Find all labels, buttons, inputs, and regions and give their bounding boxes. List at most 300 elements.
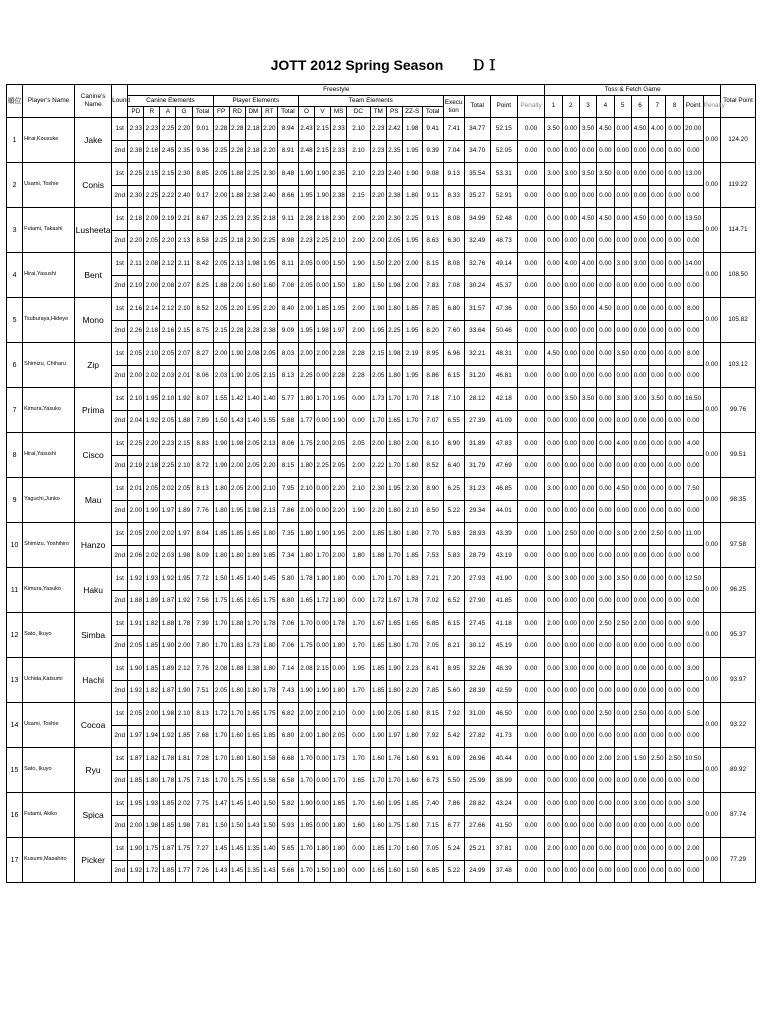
freestyle-score-cell: 1.70 — [347, 680, 371, 703]
freestyle-score-cell: 2.00 — [347, 320, 371, 343]
freestyle-score-cell: 1.78 — [176, 613, 192, 636]
freestyle-score-cell: 1.90 — [176, 680, 192, 703]
toss-score-cell: 0.00 — [545, 590, 562, 613]
canine-name-cell: Conis — [75, 163, 112, 208]
total-point-cell: 89.92 — [721, 748, 756, 793]
freestyle-score-cell: 1.75 — [213, 590, 229, 613]
toss-score-cell: 4.50 — [579, 208, 596, 231]
table-row — [7, 703, 756, 726]
freestyle-score-cell: 2.11 — [128, 253, 144, 276]
freestyle-score-cell: 1.78 — [261, 613, 277, 636]
freestyle-score-cell: 1.80 — [213, 500, 229, 523]
toss-score-cell: 3.50 — [579, 163, 596, 186]
toss-score-cell: 0.00 — [579, 185, 596, 208]
freestyle-score-cell: 0.00 — [347, 388, 371, 411]
freestyle-score-cell: 2.00 — [402, 275, 422, 298]
table-row — [7, 365, 756, 388]
round-cell: 2nd — [112, 275, 128, 298]
freestyle-score-cell: 6.73 — [422, 770, 443, 793]
toss-score-cell: 3.00 — [545, 568, 562, 591]
round-cell: 2nd — [112, 680, 128, 703]
toss-score-cell: 3.50 — [562, 388, 579, 411]
toss-score-cell: 0.00 — [545, 140, 562, 163]
freestyle-score-cell: 1.85 — [402, 298, 422, 321]
freestyle-score-cell: 1.72 — [370, 590, 386, 613]
total-point-cell: 87.74 — [721, 793, 756, 838]
freestyle-score-cell: 1.75 — [229, 770, 245, 793]
toss-score-cell: 0.00 — [649, 613, 666, 636]
freestyle-score-cell: 2.28 — [347, 343, 371, 366]
toss-score-cell: 0.00 — [579, 680, 596, 703]
freestyle-score-cell: 43.24 — [490, 793, 517, 816]
freestyle-score-cell: 2.20 — [370, 208, 386, 231]
toss-score-cell: 0.00 — [683, 455, 703, 478]
round-cell: 2nd — [112, 410, 128, 433]
freestyle-score-cell: 32.49 — [464, 230, 490, 253]
freestyle-score-cell: 1.65 — [245, 523, 261, 546]
freestyle-score-cell: 1.70 — [386, 455, 402, 478]
toss-score-cell: 0.00 — [649, 163, 666, 186]
freestyle-score-cell: 2.10 — [176, 703, 192, 726]
toss-score-cell: 2.50 — [666, 748, 683, 771]
toss-penalty-header: Penalty — [703, 96, 720, 118]
freestyle-score-cell: 2.30 — [386, 208, 402, 231]
freestyle-score-cell: 43.19 — [490, 545, 517, 568]
toss-score-cell: 2.00 — [683, 838, 703, 861]
freestyle-score-cell: 2.20 — [331, 500, 347, 523]
toss-score-cell: 0.00 — [666, 635, 683, 658]
freestyle-score-cell: 1.80 — [298, 388, 314, 411]
freestyle-score-cell: 8.75 — [192, 320, 213, 343]
total-point-cell: 103.12 — [721, 343, 756, 388]
freestyle-score-cell: 2.00 — [229, 455, 245, 478]
freestyle-score-cell: 8.95 — [443, 658, 464, 681]
toss-score-cell: 3.00 — [683, 793, 703, 816]
toss-score-cell: 0.00 — [597, 680, 614, 703]
toss-score-cell: 0.00 — [614, 163, 631, 186]
toss-score-cell: 0.00 — [631, 455, 648, 478]
toss-score-cell: 0.00 — [562, 770, 579, 793]
freestyle-score-cell: 1.75 — [176, 770, 192, 793]
freestyle-score-cell: 7.85 — [422, 298, 443, 321]
player-header: Player's Name — [23, 85, 75, 118]
freestyle-score-cell: 7.56 — [192, 590, 213, 613]
freestyle-score-cell: 1.70 — [347, 613, 371, 636]
toss-score-cell: 0.00 — [666, 658, 683, 681]
freestyle-score-cell: 1.92 — [128, 680, 144, 703]
freestyle-score-cell: 0.00 — [315, 613, 331, 636]
toss-score-cell: 0.00 — [545, 635, 562, 658]
toss-score-cell: 3.00 — [562, 568, 579, 591]
freestyle-score-cell: 2.02 — [144, 365, 160, 388]
freestyle-score-cell: 1.65 — [386, 410, 402, 433]
toss-score-cell: 0.00 — [562, 343, 579, 366]
freestyle-score-cell: 1.85 — [261, 725, 277, 748]
toss-score-cell: 4.00 — [562, 253, 579, 276]
freestyle-score-cell: 1.78 — [160, 748, 176, 771]
toss-score-cell: 0.00 — [614, 208, 631, 231]
toss-score-cell: 0.00 — [631, 815, 648, 838]
freestyle-score-cell: 2.33 — [331, 140, 347, 163]
freestyle-score-cell: 1.65 — [331, 793, 347, 816]
freestyle-score-cell: 8.13 — [192, 703, 213, 726]
toss-score-cell: 0.00 — [614, 455, 631, 478]
freestyle-score-cell: 2.28 — [213, 118, 229, 141]
player-name-cell: Futami, Takashi — [23, 208, 75, 253]
freestyle-score-cell: 0.00 — [347, 838, 371, 861]
freestyle-score-cell: 2.00 — [298, 500, 314, 523]
freestyle-score-cell: 1.70 — [347, 635, 371, 658]
freestyle-score-cell: 2.05 — [128, 343, 144, 366]
freestyle-score-cell: 5.24 — [443, 838, 464, 861]
rank-cell: 5 — [7, 298, 23, 343]
toss-score-cell: 4.50 — [597, 298, 614, 321]
freestyle-score-cell: 2.28 — [229, 118, 245, 141]
toss-score-cell: 0.00 — [666, 703, 683, 726]
toss-score-cell: 2.50 — [614, 613, 631, 636]
freestyle-score-cell: 1.97 — [160, 500, 176, 523]
freestyle-score-cell: 2.02 — [144, 545, 160, 568]
freestyle-score-cell: 6.85 — [422, 860, 443, 883]
freestyle-score-cell: 6.52 — [443, 590, 464, 613]
toss-score-cell: 0.00 — [562, 320, 579, 343]
toss-score-cell: 0.00 — [562, 815, 579, 838]
freestyle-score-cell: 1.67 — [386, 590, 402, 613]
freestyle-score-cell: 1.90 — [347, 500, 371, 523]
freestyle-score-cell: 1.58 — [261, 748, 277, 771]
freestyle-score-cell: 1.70 — [402, 388, 422, 411]
rank-cell: 13 — [7, 658, 23, 703]
freestyle-score-cell: 1.95 — [298, 185, 314, 208]
freestyle-score-cell: 2.05 — [386, 230, 402, 253]
freestyle-score-cell: 6.80 — [277, 725, 298, 748]
freestyle-score-cell: 1.70 — [298, 860, 314, 883]
score-table — [6, 84, 756, 883]
toss-score-cell: 0.00 — [614, 658, 631, 681]
freestyle-score-cell: 2.15 — [176, 433, 192, 456]
toss-score-cell: 0.00 — [649, 298, 666, 321]
freestyle-score-cell: 1.85 — [402, 793, 422, 816]
rank-cell: 12 — [7, 613, 23, 658]
toss-score-cell: 0.00 — [631, 658, 648, 681]
toss-score-cell: 0.00 — [545, 545, 562, 568]
freestyle-score-cell: 1.90 — [402, 163, 422, 186]
freestyle-score-cell: 2.00 — [347, 455, 371, 478]
toss-score-cell: 0.00 — [562, 680, 579, 703]
toss-score-cell: 0.00 — [579, 365, 596, 388]
freestyle-score-cell: 2.15 — [160, 163, 176, 186]
freestyle-score-cell: 1.65 — [245, 590, 261, 613]
freestyle-score-cell: 6.77 — [443, 815, 464, 838]
table-row — [7, 140, 756, 163]
freestyle-score-cell: 31.57 — [464, 298, 490, 321]
freestyle-score-cell: 8.33 — [443, 185, 464, 208]
toss-penalty-cell: 0.00 — [703, 118, 720, 163]
toss-score-cell: 0.00 — [631, 770, 648, 793]
rank-cell: 1 — [7, 118, 23, 163]
toss-col-header: 7 — [649, 96, 666, 118]
freestyle-score-cell: 0.00 — [517, 118, 544, 141]
freestyle-score-cell: 2.20 — [370, 185, 386, 208]
toss-score-cell: 0.00 — [683, 230, 703, 253]
freestyle-score-cell: 1.70 — [370, 410, 386, 433]
round-cell: 1st — [112, 163, 128, 186]
toss-score-cell: 3.00 — [614, 253, 631, 276]
toss-score-cell: 0.00 — [545, 185, 562, 208]
toss-score-cell: 0.00 — [683, 500, 703, 523]
toss-score-cell: 0.00 — [597, 388, 614, 411]
freestyle-score-cell: 2.02 — [176, 793, 192, 816]
freestyle-score-cell: 0.00 — [517, 860, 544, 883]
freestyle-score-cell: 2.35 — [213, 208, 229, 231]
freestyle-score-cell: 2.18 — [128, 208, 144, 231]
toss-score-cell: 0.00 — [666, 793, 683, 816]
freestyle-score-cell: 9.01 — [192, 118, 213, 141]
freestyle-score-cell: 2.05 — [331, 455, 347, 478]
canine-name-cell: Hanzo — [75, 523, 112, 568]
canine-name-cell: Spica — [75, 793, 112, 838]
freestyle-score-cell: 5.83 — [443, 523, 464, 546]
freestyle-score-cell: 37.81 — [490, 838, 517, 861]
toss-score-cell: 0.00 — [597, 455, 614, 478]
freestyle-score-cell: 1.70 — [347, 748, 371, 771]
freestyle-score-cell: 2.10 — [347, 163, 371, 186]
freestyle-score-cell: 1.80 — [298, 455, 314, 478]
total-point-cell: 124.20 — [721, 118, 756, 163]
freestyle-score-cell: 8.98 — [277, 230, 298, 253]
freestyle-score-cell: 2.05 — [245, 365, 261, 388]
toss-score-cell: 8.00 — [683, 298, 703, 321]
freestyle-score-cell: 2.35 — [331, 163, 347, 186]
freestyle-score-cell: 2.23 — [370, 140, 386, 163]
toss-score-cell: 0.00 — [683, 680, 703, 703]
freestyle-score-cell: 2.00 — [402, 253, 422, 276]
freestyle-score-cell: 28.93 — [464, 523, 490, 546]
toss-score-cell: 0.00 — [579, 410, 596, 433]
toss-score-cell: 0.00 — [579, 568, 596, 591]
freestyle-score-cell: 1.70 — [370, 770, 386, 793]
freestyle-score-cell: 28.12 — [464, 388, 490, 411]
table-row — [7, 635, 756, 658]
toss-score-cell: 4.00 — [649, 118, 666, 141]
toss-score-cell: 3.00 — [683, 658, 703, 681]
toss-score-cell: 3.00 — [631, 793, 648, 816]
freestyle-score-cell: 1.90 — [315, 163, 331, 186]
freestyle-score-cell: 0.00 — [517, 253, 544, 276]
freestyle-score-cell: 6.80 — [277, 590, 298, 613]
toss-score-cell: 0.00 — [683, 320, 703, 343]
freestyle-score-cell: 1.78 — [261, 680, 277, 703]
table-row — [7, 680, 756, 703]
canine-element-col-header: PD — [128, 107, 144, 118]
toss-score-cell: 0.00 — [666, 478, 683, 501]
freestyle-score-cell: 2.00 — [347, 208, 371, 231]
freestyle-score-cell: 7.15 — [422, 815, 443, 838]
freestyle-score-cell: 2.43 — [298, 118, 314, 141]
freestyle-score-cell: 2.38 — [245, 185, 261, 208]
canine-name-cell: Cisco — [75, 433, 112, 478]
toss-score-cell: 0.00 — [597, 635, 614, 658]
freestyle-score-cell: 5.22 — [443, 500, 464, 523]
freestyle-score-cell: 6.15 — [443, 613, 464, 636]
freestyle-score-cell: 6.82 — [277, 703, 298, 726]
freestyle-score-cell: 2.22 — [370, 455, 386, 478]
freestyle-score-cell: 30.24 — [464, 275, 490, 298]
freestyle-score-cell: 0.00 — [517, 208, 544, 231]
freestyle-score-cell: 2.00 — [213, 343, 229, 366]
freestyle-score-cell: 1.90 — [315, 680, 331, 703]
freestyle-score-cell: 1.85 — [144, 658, 160, 681]
player-name-cell: Shimizu, Chiharu — [23, 343, 75, 388]
freestyle-score-cell: 8.20 — [422, 320, 443, 343]
freestyle-score-cell: 1.80 — [144, 770, 160, 793]
toss-score-cell: 7.50 — [683, 478, 703, 501]
freestyle-score-cell: 6.90 — [443, 433, 464, 456]
freestyle-score-cell: 1.92 — [176, 388, 192, 411]
freestyle-score-cell: 2.25 — [402, 208, 422, 231]
freestyle-score-cell: 1.60 — [402, 770, 422, 793]
player-element-col-header: RT — [261, 107, 277, 118]
freestyle-score-cell: 7.85 — [422, 680, 443, 703]
freestyle-score-cell: 1.80 — [402, 185, 422, 208]
freestyle-score-cell: 1.82 — [144, 748, 160, 771]
freestyle-score-cell: 1.80 — [315, 838, 331, 861]
table-row — [7, 500, 756, 523]
freestyle-score-cell: 2.07 — [176, 343, 192, 366]
freestyle-score-cell: 1.50 — [261, 815, 277, 838]
freestyle-score-cell: 25.99 — [464, 770, 490, 793]
toss-score-cell: 0.00 — [666, 433, 683, 456]
toss-score-cell: 13.00 — [683, 163, 703, 186]
canine-name-cell: Bent — [75, 253, 112, 298]
round-cell: 1st — [112, 253, 128, 276]
toss-score-cell: 0.00 — [683, 275, 703, 298]
freestyle-score-cell: 2.28 — [347, 365, 371, 388]
freestyle-score-cell: 2.18 — [245, 140, 261, 163]
toss-score-cell: 0.00 — [666, 185, 683, 208]
round-cell: 2nd — [112, 815, 128, 838]
player-name-cell: Usami, Toshie — [23, 163, 75, 208]
toss-penalty-cell: 0.00 — [703, 478, 720, 523]
rank-cell: 7 — [7, 388, 23, 433]
toss-score-cell: 0.00 — [666, 230, 683, 253]
execution-header: Execu tion — [443, 96, 464, 118]
toss-score-cell: 0.00 — [649, 770, 666, 793]
toss-score-cell: 0.00 — [666, 140, 683, 163]
toss-penalty-cell: 0.00 — [703, 208, 720, 253]
freestyle-score-cell: 2.20 — [261, 118, 277, 141]
toss-score-cell: 0.00 — [666, 568, 683, 591]
toss-score-cell: 0.00 — [666, 725, 683, 748]
freestyle-score-cell: 0.00 — [517, 365, 544, 388]
freestyle-score-cell: 2.05 — [245, 455, 261, 478]
freestyle-score-cell: 6.55 — [443, 410, 464, 433]
toss-score-cell: 0.00 — [579, 590, 596, 613]
freestyle-score-cell: 2.23 — [160, 433, 176, 456]
freestyle-score-cell: 2.10 — [128, 275, 144, 298]
freestyle-score-cell: 27.90 — [464, 590, 490, 613]
freestyle-score-cell: 7.05 — [422, 635, 443, 658]
freestyle-score-cell: 6.25 — [443, 478, 464, 501]
freestyle-score-cell: 1.70 — [315, 545, 331, 568]
toss-score-cell: 0.00 — [649, 320, 666, 343]
freestyle-score-cell: 2.30 — [128, 185, 144, 208]
freestyle-score-cell: 2.35 — [245, 208, 261, 231]
freestyle-score-cell: 2.30 — [331, 208, 347, 231]
round-cell: 1st — [112, 208, 128, 231]
freestyle-total-header: Total — [464, 96, 490, 118]
freestyle-score-cell: 1.58 — [261, 770, 277, 793]
toss-score-cell: 0.00 — [597, 770, 614, 793]
toss-score-cell: 0.00 — [562, 748, 579, 771]
freestyle-score-cell: 2.08 — [213, 658, 229, 681]
toss-score-cell: 0.00 — [631, 320, 648, 343]
freestyle-score-cell: 1.50 — [331, 253, 347, 276]
freestyle-score-cell: 1.60 — [402, 838, 422, 861]
freestyle-score-cell: 2.20 — [261, 455, 277, 478]
freestyle-score-cell: 2.08 — [144, 253, 160, 276]
toss-penalty-cell: 0.00 — [703, 433, 720, 478]
freestyle-score-cell: 8.13 — [192, 478, 213, 501]
toss-score-cell: 0.00 — [562, 793, 579, 816]
freestyle-score-cell: 7.08 — [277, 275, 298, 298]
freestyle-score-cell: 0.00 — [517, 793, 544, 816]
freestyle-score-cell: 2.25 — [386, 320, 402, 343]
round-cell: 1st — [112, 523, 128, 546]
freestyle-score-cell: 37.48 — [490, 860, 517, 883]
freestyle-score-cell: 1.91 — [128, 613, 144, 636]
freestyle-score-cell: 0.00 — [315, 410, 331, 433]
freestyle-score-cell: 8.15 — [277, 455, 298, 478]
freestyle-score-cell: 1.98 — [229, 433, 245, 456]
freestyle-score-cell: 7.86 — [277, 500, 298, 523]
freestyle-score-cell: 2.01 — [176, 365, 192, 388]
toss-score-cell: 4.00 — [579, 253, 596, 276]
total-point-cell: 99.51 — [721, 433, 756, 478]
toss-score-cell: 0.00 — [562, 140, 579, 163]
player-name-cell: Futami, Akiko — [23, 793, 75, 838]
freestyle-score-cell: 1.65 — [229, 590, 245, 613]
freestyle-score-cell: 1.55 — [213, 388, 229, 411]
toss-score-cell: 3.00 — [545, 163, 562, 186]
toss-score-cell: 0.00 — [683, 545, 703, 568]
total-point-cell: 99.76 — [721, 388, 756, 433]
canine-name-cell: Haku — [75, 568, 112, 613]
freestyle-score-cell: 1.60 — [370, 815, 386, 838]
toss-score-cell: 2.50 — [649, 748, 666, 771]
toss-score-cell: 0.00 — [597, 410, 614, 433]
freestyle-score-cell: 28.79 — [464, 545, 490, 568]
round-cell: 2nd — [112, 725, 128, 748]
round-cell: 2nd — [112, 860, 128, 883]
freestyle-score-cell: 7.75 — [192, 793, 213, 816]
toss-score-cell: 0.00 — [666, 410, 683, 433]
freestyle-score-cell: 1.80 — [213, 478, 229, 501]
rank-cell: 15 — [7, 748, 23, 793]
freestyle-score-cell: 1.85 — [213, 523, 229, 546]
toss-score-cell: 0.00 — [631, 680, 648, 703]
freestyle-score-cell: 1.88 — [229, 163, 245, 186]
freestyle-score-cell: 1.88 — [229, 658, 245, 681]
page-title: JOTT 2012 Spring Season ＤⅠ — [270, 57, 500, 73]
toss-score-cell: 0.00 — [562, 545, 579, 568]
freestyle-score-cell: 7.07 — [422, 410, 443, 433]
freestyle-score-cell: 1.88 — [229, 185, 245, 208]
freestyle-score-cell: 35.54 — [464, 163, 490, 186]
freestyle-penalty-header: Penalty — [517, 96, 544, 118]
freestyle-score-cell: 1.70 — [213, 613, 229, 636]
freestyle-score-cell: 1.78 — [298, 568, 314, 591]
